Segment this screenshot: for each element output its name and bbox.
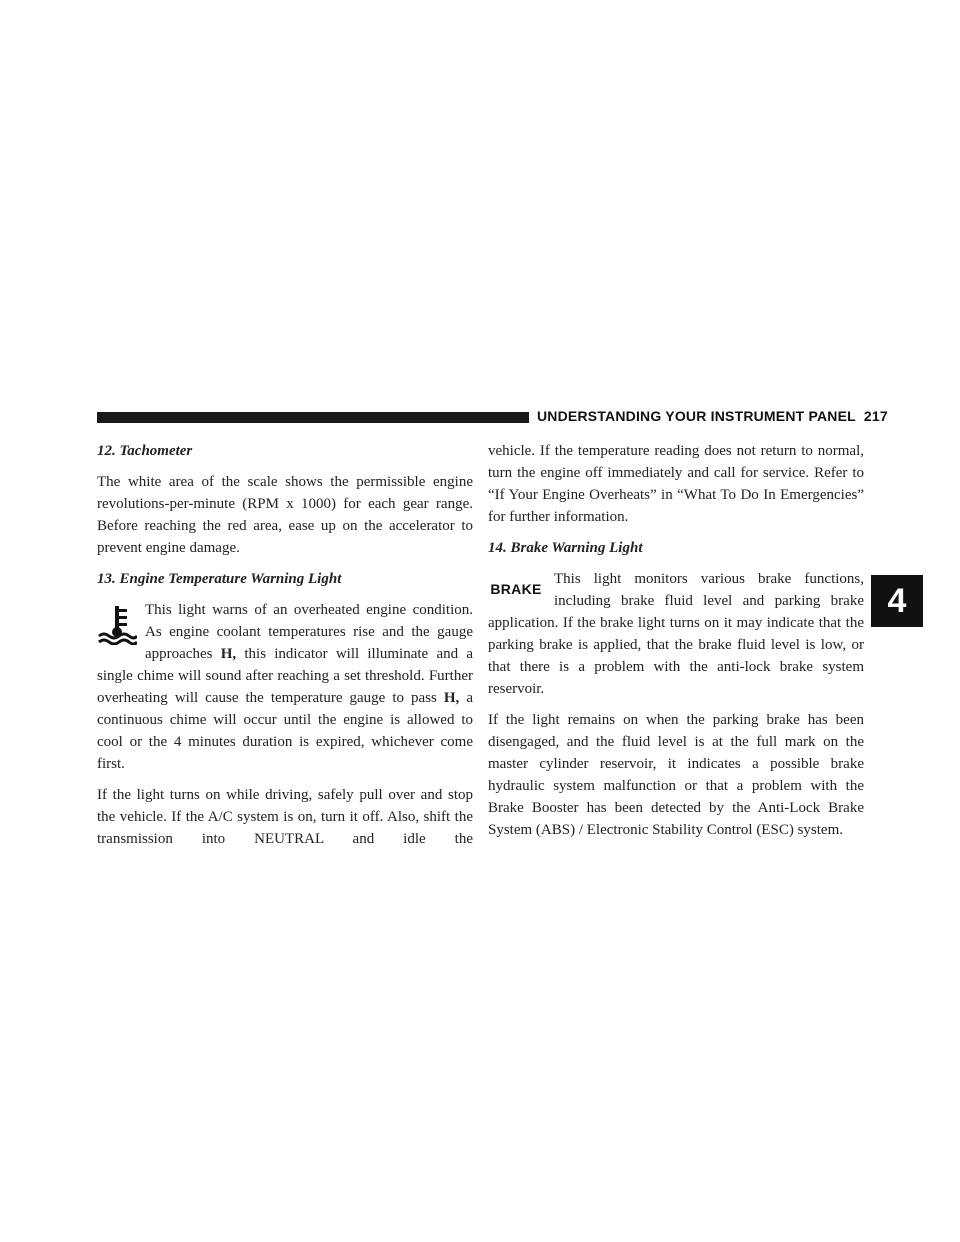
page-number: 217 [863, 408, 888, 424]
chapter-tab: 4 [871, 575, 923, 627]
engine-coolant-temperature-icon [97, 603, 137, 652]
left-column [97, 440, 473, 859]
section-title: UNDERSTANDING YOUR INSTRUMENT PANEL [537, 408, 856, 424]
brake-warning-icon: BRAKE [490, 581, 542, 597]
brake-malfunction-paragraph: If the light remains on when the parking brake has been disengaged, and the fluid level is at the full mark on the master cylinder reservoir, it indicates a possible brake hydraulic system malfunction or that a problem with the Brake Booster has been detected by the Anti-Lock Brake System (ABS) / Electronic Stability Control (ESC) system. [488, 712, 864, 838]
right-column [488, 440, 864, 850]
tachometer-paragraph: The white area of the scale shows the permissible engine revolutions-per-minute (RPM x 1000) for each gear range. Before reaching the red area, ease up on the accelerator to prevent engine damage. [97, 474, 473, 556]
engine-temp-heading: 13. Engine Temperature Warning Light [97, 571, 342, 587]
engine-temp-paragraph: This light warns of an overheated engine condition. As engine coolant temperatures rise and the gauge approaches H, this indicator will illuminate and a single chime will sound after reaching a set threshold. Further overheating will cause the temperature gauge to pass H, a continuous chime will occur until the engine is allowed to cool or the 4 minutes duration is expired, whichever come first. [97, 602, 473, 772]
driving-paragraph: If the light turns on while driving, safely pull over and stop the vehicle. If the A/C system is on, turn it off. Also, shift the transmission into NEUTRAL and idle the [97, 787, 473, 847]
brake-heading: 14. Brake Warning Light [488, 540, 643, 556]
tachometer-heading: 12. Tachometer [97, 443, 193, 459]
overheat-continuation-paragraph: vehicle. If the temperature reading does not return to normal, turn the engine off immediately and call for service. Refer to “If Your Engine Overheats” in “What To Do In Emergencies” for further information. [488, 443, 864, 525]
running-header [537, 405, 888, 427]
brake-paragraph: BRAKE This light monitors various brake functions, including brake fluid level and parking brake application. If the brake light turns on it may indicate that the parking brake is applied, that the brake fluid level is low, or that there is a problem with the anti-lock brake system reservoir. [488, 571, 864, 697]
header-rule [97, 412, 529, 423]
